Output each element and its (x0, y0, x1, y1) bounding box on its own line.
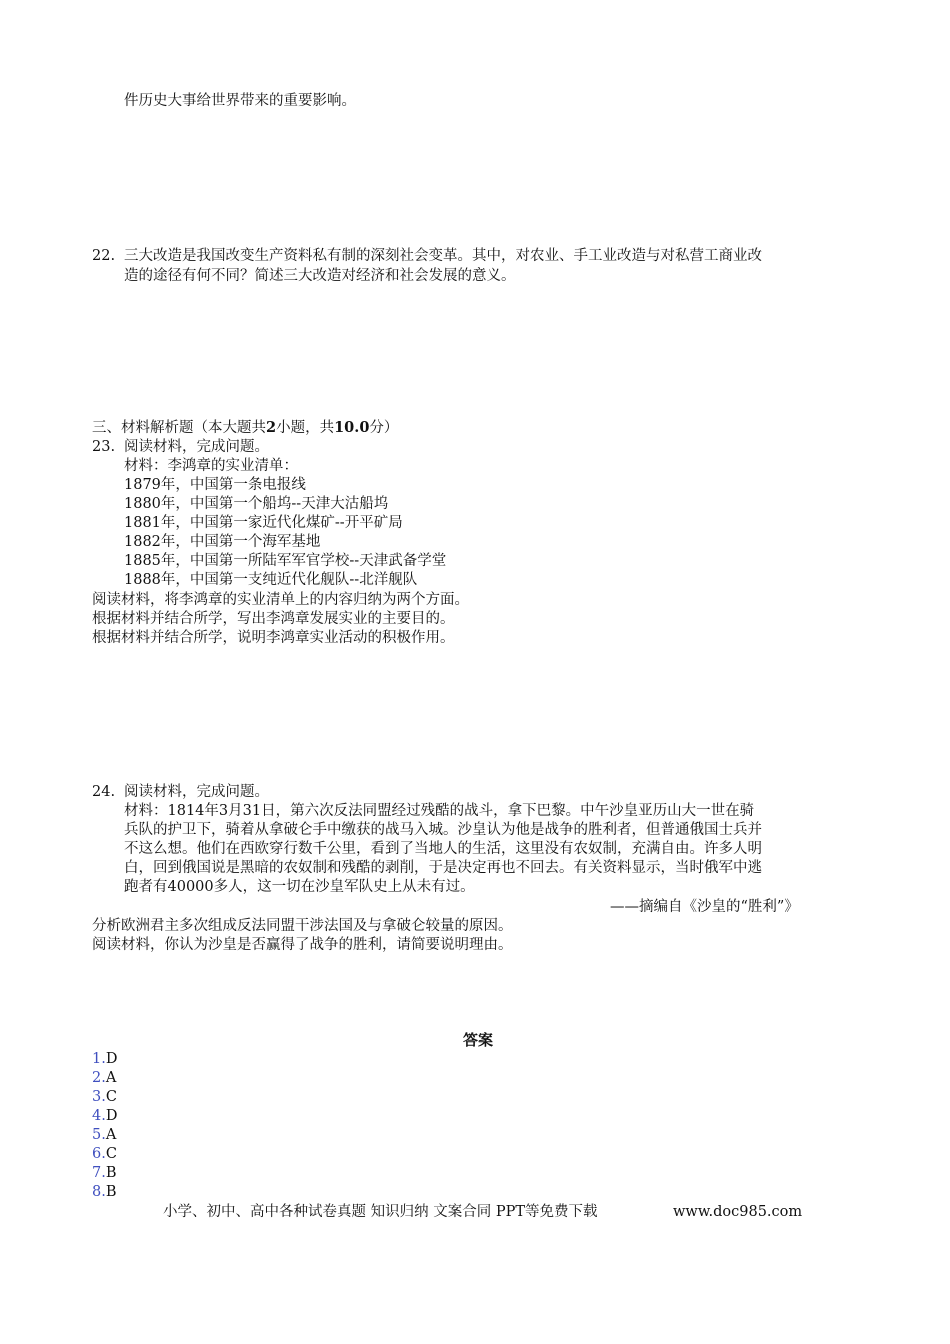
answer-value: A (105, 1127, 117, 1143)
q23-item: 1880年，中国第一个船坞--天津大沽船坞 (124, 496, 389, 512)
answer-value: A (105, 1070, 117, 1086)
q23-question: 根据材料并结合所学，说明李鸿章实业活动的积极作用。 (92, 630, 455, 646)
q24-material-line: 材料：1814年3月31日，第六次反法同盟经过残酷的战斗，拿下巴黎。中午沙皇亚历山大一世在骑 (124, 803, 755, 819)
footer-text: 小学、初中、高中各种试卷真题 知识归纳 文案合同 PPT等免费下载 (163, 1204, 598, 1220)
answer-number: 2. (92, 1070, 106, 1086)
answer-number: 8. (92, 1184, 106, 1200)
q22-line-1: 三大改造是我国改变生产资料私有制的深刻社会变革。其中，对农业、手工业改造与对私营工商业改 (124, 248, 762, 264)
answer-row (92, 1050, 117, 1069)
answer-number: 3. (92, 1089, 106, 1105)
answer-value: C (105, 1089, 117, 1105)
section-3-title (92, 418, 398, 438)
q24-material-line: 跑者有40000多人，这一切在沙皇军队史上从未有过。 (124, 879, 475, 895)
section-3-title-end: 分） (369, 420, 399, 436)
q23-item: 1882年，中国第一个海军基地 (124, 534, 321, 550)
answer-row (92, 1088, 117, 1107)
answers-heading: 答案 (463, 1031, 494, 1049)
answer-value: D (105, 1051, 118, 1067)
answer-value: C (105, 1146, 117, 1162)
answer-row (92, 1107, 117, 1126)
q23-question: 根据材料并结合所学，写出李鸿章发展实业的主要目的。 (92, 611, 455, 627)
q24-question: 分析欧洲君主多次组成反法同盟干涉法国及与拿破仑较量的原因。 (92, 918, 513, 934)
q23-item: 1881年，中国第一家近代化煤矿--开平矿局 (124, 515, 403, 531)
q23-number: 23. (92, 439, 116, 455)
q24-material-line: 白，回到俄国说是黑暗的农奴制和残酷的剥削，于是决定再也不回去。有关资料显示，当时俄军中逃 (124, 860, 762, 876)
answer-row (92, 1145, 117, 1164)
q24-material-line: 兵队的护卫下，骑着从拿破仑手中缴获的战马入城。沙皇认为他是战争的胜利者，但普通俄国士兵并 (124, 822, 762, 838)
answer-row (92, 1126, 116, 1145)
q24-prompt: 阅读材料，完成问题。 (124, 784, 269, 800)
answer-number: 5. (92, 1127, 106, 1143)
q23-question: 阅读材料，将李鸿章的实业清单上的内容归纳为两个方面。 (92, 592, 469, 608)
answer-value: D (105, 1108, 118, 1124)
footer-url-link[interactable]: www.doc985.com (673, 1204, 803, 1220)
answer-number: 7. (92, 1165, 106, 1181)
q22-number: 22. (92, 248, 116, 264)
answer-row (92, 1183, 117, 1202)
q24-source: ——摘编自《沙皇的“胜利”》 (610, 899, 799, 915)
q22-line-2: 造的途径有何不同？简述三大改造对经济和社会发展的意义。 (124, 268, 516, 284)
q23-material-title: 材料：李鸿章的实业清单： (124, 458, 298, 474)
answer-value: B (105, 1165, 117, 1181)
section-3-title-start: 三、材料解析题（本大题共 (92, 420, 266, 436)
q24-number: 24. (92, 784, 116, 800)
answer-row (92, 1069, 116, 1088)
q23-item: 1885年，中国第一所陆军军官学校--天津武备学堂 (124, 553, 447, 569)
section-3-title-mid: 小题，共 (276, 420, 335, 436)
q23-prompt: 阅读材料，完成问题。 (124, 439, 269, 455)
q24-question: 阅读材料，你认为沙皇是否赢得了战争的胜利，请简要说明理由。 (92, 937, 513, 953)
section-3-score: 10.0 (334, 419, 370, 436)
answer-row (92, 1164, 117, 1183)
q24-material-line: 不这么想。他们在西欧穿行数千公里，看到了当地人的生活，这里没有农奴制，充满自由。许多人明 (124, 841, 762, 857)
q23-item: 1879年，中国第一条电报线 (124, 477, 306, 493)
answer-value: B (105, 1184, 117, 1200)
q23-item: 1888年，中国第一支纯近代化舰队--北洋舰队 (124, 572, 418, 588)
section-3-question-count: 2 (266, 419, 277, 436)
answer-number: 1. (92, 1051, 106, 1067)
q21-tail-text: 件历史大事给世界带来的重要影响。 (124, 93, 356, 109)
answer-number: 6. (92, 1146, 106, 1162)
answer-number: 4. (92, 1108, 106, 1124)
